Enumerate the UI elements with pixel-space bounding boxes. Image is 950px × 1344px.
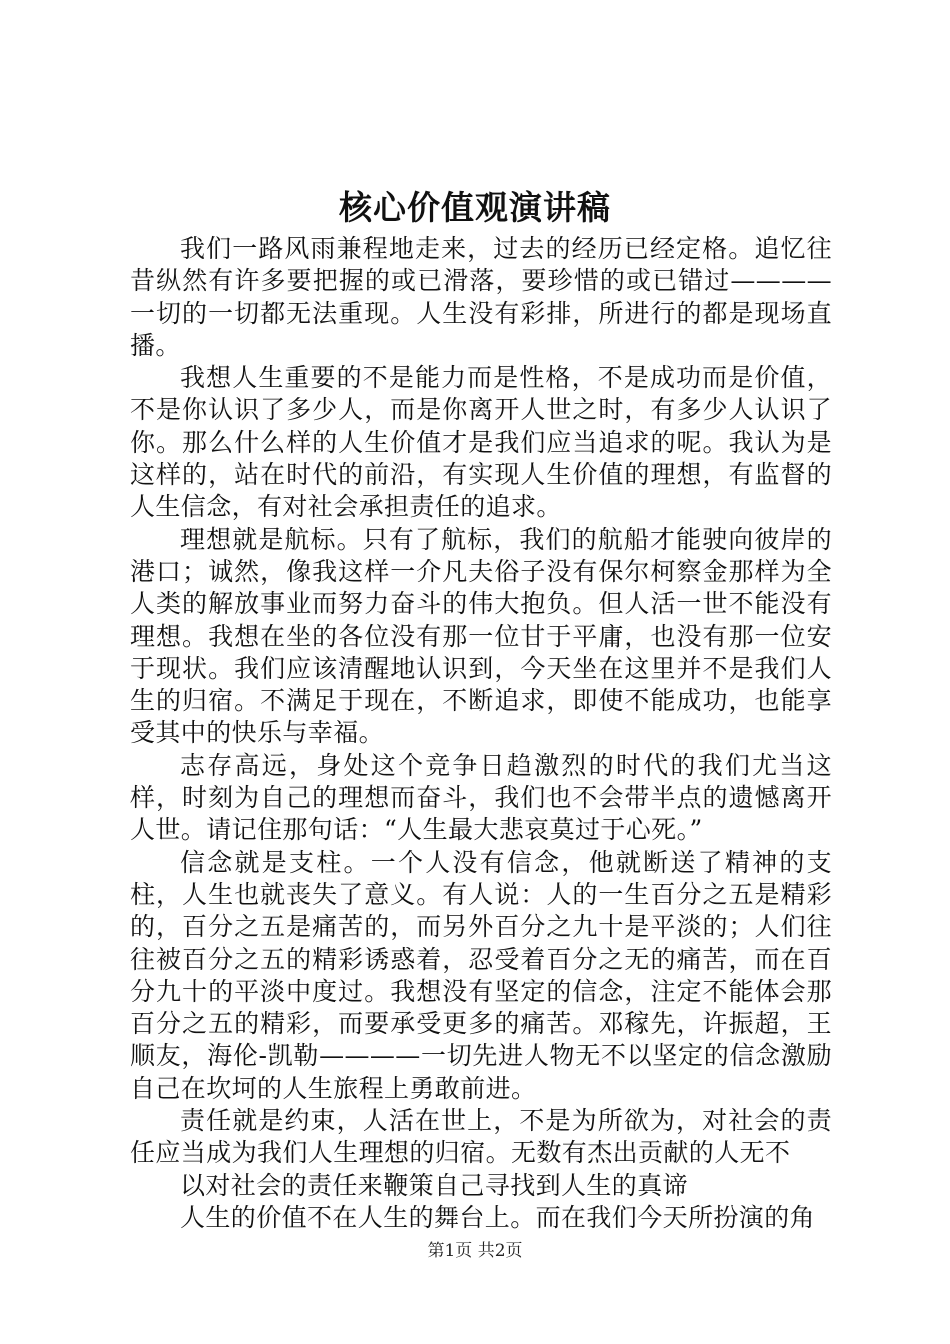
document-body xyxy=(130,233,832,1234)
paragraph: 责任就是约束，人活在世上，不是为所欲为，对社会的责任应当成为我们人生理想的归宿。无数有杰出贡献的人无不 xyxy=(130,1106,832,1168)
document-title: 核心价值观演讲稿 xyxy=(339,188,611,227)
paragraph: 人生的价值不在人生的舞台上。而在我们今天所扮演的角 xyxy=(180,1202,816,1232)
paragraph: 信念就是支柱。一个人没有信念，他就断送了精神的支柱，人生也就丧失了意义。有人说：人的一生百分之五是精彩的，百分之五是痛苦的，而另外百分之九十是平淡的；人们往往被百分之五的精彩诱惑着，忍受着百分之无的痛苦，而在百分九十的平淡中度过。我想没有坚定的信念，注定不能体会那百分之五的精彩，而要承受更多的痛苦。邓稼先，许振超，王顺友，海伦-凯勒————一切先进人物无不以坚定的信念激励自己在坎坷的人生旅程上勇敢前进。 xyxy=(130,847,832,1103)
page-number-footer: 第1页 共2页 xyxy=(427,1241,523,1261)
paragraph: 以对社会的责任来鞭策自己寻找到人生的真谛 xyxy=(180,1170,689,1200)
paragraph: 我想人生重要的不是能力而是性格，不是成功而是价值，不是你认识了多少人，而是你离开人世之时，有多少人认识了你。那么什么样的人生价值才是我们应当追求的呢。我认为是这样的，站在时代的前沿，有实现人生价值的理想，有监督的人生信念，有对社会承担责任的追求。 xyxy=(130,363,832,522)
paragraph: 志存高远，身处这个竞争日趋激烈的时代的我们尤当这样，时刻为自己的理想而奋斗，我们也不会带半点的遗憾离开人世。请记住那句话：“人生最大悲哀莫过于心死。” xyxy=(130,750,832,845)
paragraph: 理想就是航标。只有了航标，我们的航船才能驶向彼岸的港口；诚然，像我这样一介凡夫俗子没有保尔柯察金那样为全人类的解放事业而努力奋斗的伟大抱负。但人活一世不能没有理想。我想在坐的各位没有那一位甘于平庸，也没有那一位安于现状。我们应该清醒地认识到，今天坐在这里并不是我们人生的归宿。不满足于现在，不断追求，即使不能成功，也能享受其中的快乐与幸福。 xyxy=(130,524,832,748)
paragraph: 我们一路风雨兼程地走来，过去的经历已经定格。追忆往昔纵然有许多要把握的或已滑落，要珍惜的或已错过————一切的一切都无法重现。人生没有彩排，所进行的都是现场直播。 xyxy=(130,234,832,360)
